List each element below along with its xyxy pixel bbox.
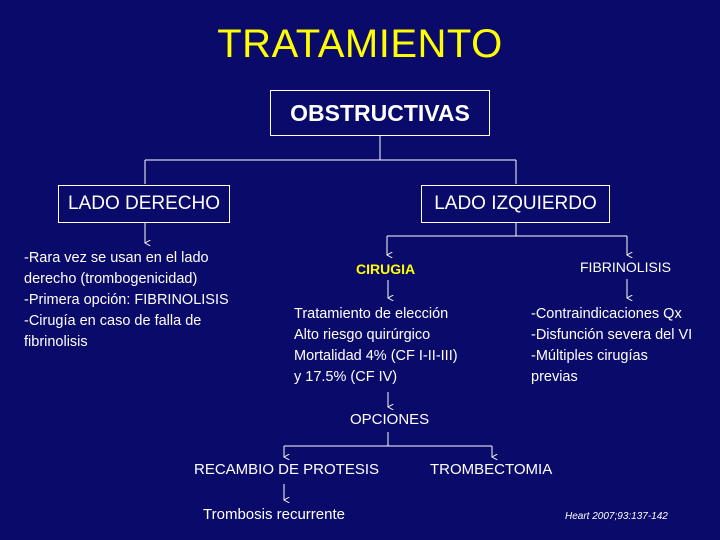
note-line: -Primera opción: FIBRINOLISIS <box>24 292 229 308</box>
lado-derecho-notes <box>24 248 229 353</box>
note-line: -Disfunción severa del VI <box>531 327 693 343</box>
root-box-obstructivas: OBSTRUCTIVAS <box>270 90 490 136</box>
note-line: -Rara vez se usan en el lado <box>24 250 209 266</box>
connector-opciones-split <box>284 432 492 446</box>
cirugia-label: CIRUGIA <box>356 261 416 277</box>
note-line: previas <box>531 369 578 385</box>
note-line: derecho (trombogenicidad) <box>24 271 198 287</box>
slide-title: TRATAMIENTO <box>217 22 503 66</box>
fibrinolisis-label: FIBRINOLISIS <box>580 259 672 275</box>
box-lado-derecho: LADO DERECHO <box>58 185 230 223</box>
note-line: Alto riesgo quirúrgico <box>294 327 431 343</box>
note-line: -Contraindicaciones Qx <box>531 306 682 322</box>
note-line: -Múltiples cirugías <box>531 348 648 364</box>
note-line: y 17.5% (CF IV) <box>294 369 398 385</box>
option-recambio: RECAMBIO DE PROTESIS <box>194 461 380 478</box>
option-trombectomia: TROMBECTOMIA <box>430 461 553 478</box>
fibrinolisis-notes <box>531 304 692 388</box>
opciones-label: OPCIONES <box>350 411 430 428</box>
reference-citation: Heart 2007;93:137-142 <box>565 511 668 522</box>
box-lado-izquierdo: LADO IZQUIERDO <box>421 185 610 223</box>
note-line: Tratamiento de elección <box>294 306 449 322</box>
cirugia-notes <box>294 304 458 388</box>
note-line: Mortalidad 4% (CF I-II-III) <box>294 348 458 364</box>
note-line: -Cirugía en caso de falla de <box>24 313 202 329</box>
connector-left-split <box>387 223 627 236</box>
recambio-outcome: Trombosis recurrente <box>203 506 345 523</box>
note-line: fibrinolisis <box>24 334 88 350</box>
connector-root-split <box>145 136 516 184</box>
